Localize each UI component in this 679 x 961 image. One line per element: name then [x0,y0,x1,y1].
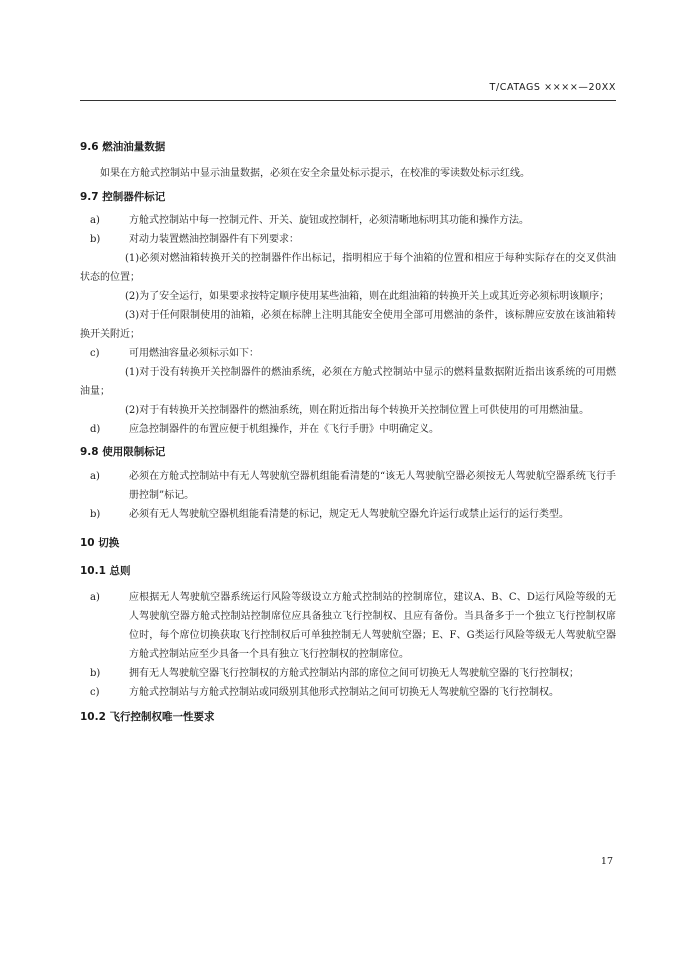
list-label: b) [90,668,101,679]
list-item-9-7-c [80,344,616,363]
heading-9-7: 9.7 控制器件标记 [80,191,166,203]
sub-item-9-7-b2: (2)为了安全运行，如果要求按特定顺序使用某些油箱，则在此组油箱的转换开关上或其近旁必须标明该顺序； [125,291,610,302]
header-rule [80,100,616,101]
list-item-9-8-a [80,467,616,505]
list-item-9-7-d [80,420,616,439]
list-item-9-7-a [80,211,616,230]
list-text: 对动力装置燃油控制器件有下列要求： [129,234,299,245]
list-text: 应根据无人驾驶航空器系统运行风险等级设立方舱式控制站的控制席位，建议A、B、C、D运行风险等级的无人驾驶航空器方舱式控制站控制席位应具备独立飞行控制权、且应有备份。当具备多于一个独立飞行控制权席位时，每个席位切换获取飞行控制权后可单独控制无人驾驶航空器；E、F、G类运行风险等级无人驾驶航空器方舱式控制站应至少具备一个具有独立飞行控制权的控制席位。 [129,592,616,660]
heading-9-8: 9.8 使用限制标记 [80,446,166,458]
sub-item-9-7-c2: (2)对于有转换开关控制器件的燃油系统，则在附近指出每个转换开关控制位置上可供使用的可用燃油量。 [125,405,590,416]
heading-9-6: 9.6 燃油油量数据 [80,141,166,153]
list-label: a) [90,471,100,482]
list-label: c) [90,687,100,698]
sub-item-9-7-c1: (1)对于没有转换开关控制器件的燃油系统，必须在方舱式控制站中显示的燃料量数据附近指出该系统的可用燃油量； [80,367,616,397]
list-text: 方舱式控制站与方舱式控制站或同级别其他形式控制站之间可切换无人驾驶航空器的飞行控制权。 [129,687,559,698]
list-label: c) [90,348,100,359]
list-text: 必须在方舱式控制站中有无人驾驶航空器机组能看清楚的“该无人驾驶航空器必须按无人驾驶航空器系统飞行手册控制”标记。 [129,471,616,501]
list-item-10-1-a [80,588,616,664]
heading-10-1: 10.1 总则 [80,565,131,577]
sub-item-9-7-b1: (1)必须对燃油箱转换开关的控制器件作出标记，指明相应于每个油箱的位置和相应于每种实际存在的交叉供油状态的位置； [80,253,616,283]
list-item-9-8-b [80,505,616,524]
page-number: 17 [600,856,613,867]
list-item-9-7-b [80,230,616,249]
sub-item-9-7-b3: (3)对于任何限制使用的油箱，必须在标牌上注明其能安全使用全部可用燃油的条件，该标牌应安放在该油箱转换开关附近； [80,310,616,340]
heading-10-2: 10.2 飞行控制权唯一性要求 [80,711,215,723]
list-text: 方舱式控制站中每一控制元件、开关、旋钮或控制杆，必须清晰地标明其功能和操作方法。 [129,215,529,226]
para-9-6: 如果在方舱式控制站中显示油量数据，必须在安全余量处标示提示，在校准的零读数处标示红线。 [100,168,530,179]
list-text: 应急控制器件的布置应便于机组操作，并在《飞行手册》中明确定义。 [129,424,439,435]
list-item-10-1-c [80,683,616,702]
list-item-10-1-b [80,664,616,683]
list-label: b) [90,509,101,520]
list-label: a) [90,592,100,603]
page-content [80,140,616,724]
heading-10: 10 切换 [80,537,120,549]
list-text: 必须有无人驾驶航空器机组能看清楚的标记，规定无人驾驶航空器允许运行或禁止运行的运行类型。 [129,509,569,520]
list-label: d) [90,424,101,435]
list-label: a) [90,215,100,226]
standard-code: T/CATAGS ××××—20XX [489,82,616,93]
list-text: 拥有无人驾驶航空器飞行控制权的方舱式控制站内部的席位之间可切换无人驾驶航空器的飞行控制权； [129,668,579,679]
list-text: 可用燃油容量必须标示如下： [129,348,259,359]
list-label: b) [90,234,101,245]
